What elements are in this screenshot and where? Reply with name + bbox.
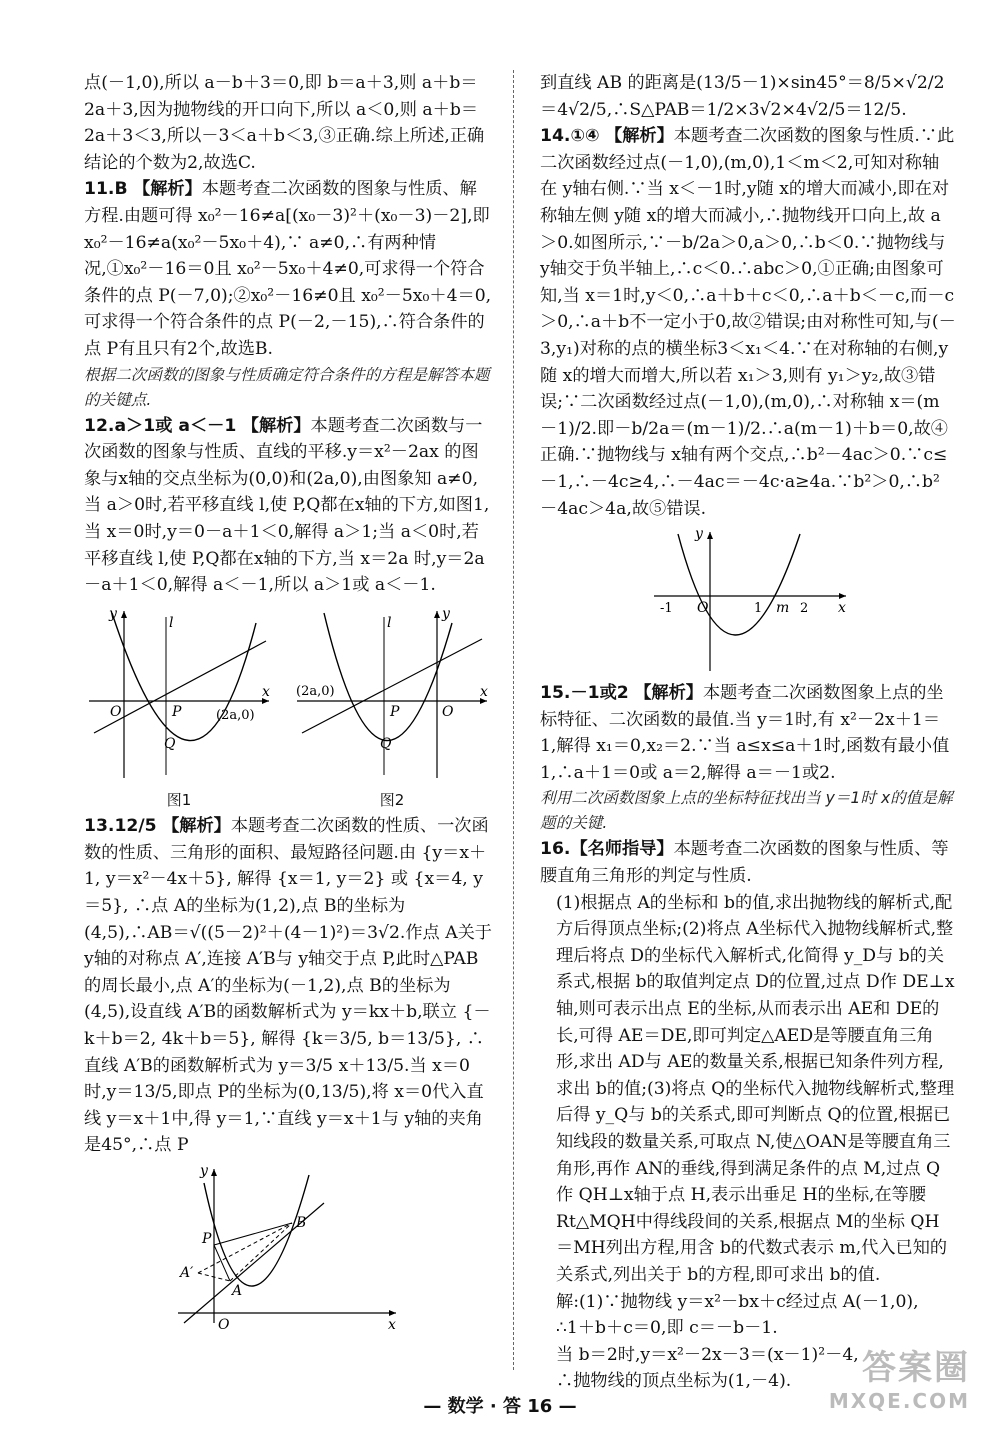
- figure-2-graph: [292, 603, 492, 783]
- question-number: 14.: [540, 126, 571, 147]
- question-number: 16.: [540, 839, 571, 860]
- guide-intro: 本题考查二次函数的图象与性质、等腰直角三角形的判定与性质.: [540, 839, 949, 887]
- question-number: 13.: [84, 816, 115, 837]
- solution-line-1: 解:(1)∵抛物线 y＝x²－bx＋c经过点 A(－1,0),: [556, 1291, 919, 1312]
- analysis-tag: 【解析】: [133, 179, 202, 200]
- question-16: [540, 836, 956, 1394]
- point-m-label: m: [776, 600, 790, 617]
- guide-text: (1)根据点 A的坐标和 b的值,求出抛物线的解析式,配方后得顶点坐标;(2)将点 A坐标代入抛物线解析式,整理后将点 D的坐标代入解析式,化简得 y_D与 b的关系式,根据 b的取值判定点 D的位置,过点 D作 DE⊥x轴,则可表示出点 E的坐标,从而表示出 AE和 DE的长,可得 AE＝DE,即可判定△AED是等腰直角三角形,求出 AD与 AE的数量关系,根据已知条件列方程,求出 b的值;(3)将点 Q的坐标代入抛物线解析式,整理后得 y_Q与 b的关系式,即可判断点 Q的位置,根据已知线段的数量关系,可取点 N,使△OAN是等腰直角三角形,再作 AN的垂线,得到满足条件的点 M,过点 Q作 QH⊥x轴于点 H,表示出垂足 H的坐标,在等腰 Rt△MQH中得线段间的关系,根据点 M的坐标 QH＝MH列出方程,用含 b的代数式表示 m,代入已知的关系式,列出关于 b的方程,即可求出 b的值.: [556, 892, 955, 1285]
- question-15: [540, 680, 956, 836]
- point-a-label: A: [232, 1283, 243, 1299]
- solution-line-2: ∴1＋b＋c＝0,即 c＝－b－1.: [556, 1318, 778, 1339]
- origin-label: O: [110, 703, 122, 720]
- analysis-text: 本题考查二次函数图象上点的坐标特征、二次函数的最值.当 y＝1时,有 x²－2x＋1＝1,解得 x₁＝0,x₂＝2.∵当 a≤x≤a＋1时,函数有最小值1,∴a＋1＝0或 a＝2,解得 a＝－1或2.: [540, 683, 950, 783]
- question-11: [84, 176, 492, 412]
- analysis-text-1: 本题考查二次函数的性质、一次函数的性质、三角形的面积、最短路径问题.由 {y＝x＋1, y＝x²－4x＋5}, 解得 {x＝1, y＝2} 或 {x＝4, y＝5}, ∴点 A的坐标为(1,2),点 B的坐标为(4,5),∴AB＝√((5－2)²＋(4－1)²)＝3√2.作点 A关于 y轴的对称点 A′,连接 A′B与 y轴交于点 P,此时△PAB的周长最小,点 A′的坐标为(－1,2),点 B的坐标为(4,5),设直线 A′B的函数解析式为 y＝kx＋b,联立: [84, 816, 492, 1023]
- tip-note: 根据二次函数的图象与性质确定符合条件的方程是解答本题的关键点.: [84, 365, 490, 409]
- x-axis-label: x: [262, 683, 270, 700]
- continued-paragraph: 点(－1,0),所以 a－b＋3＝0,即 b＝a＋3,则 a＋b＝2a＋3,因为抛物线的开口向下,所以 a＜0,则 a＋b＝2a＋3＜3,所以－3＜a＋b＜3,③正确.综上所述,正确结论的个数为2,故选C.: [84, 73, 485, 173]
- guide-tag: 【名师指导】: [570, 839, 674, 860]
- analysis-text-2: {－k＋b＝2, 4k＋b＝5}, 解得 {k＝3/5, b＝13/5}, ∴直线 A′B的函数解析式为 y＝3/5 x＋13/5.当 x＝0时,y＝13/5,即点 P的坐标为(0,13/5),将 x＝0代入直线 y＝x＋1中,得 y＝1,∵直线 y＝x＋1与 y轴的夹角是45°,∴点 P: [84, 1002, 491, 1156]
- figure-1: [84, 599, 274, 814]
- origin-label: O: [697, 600, 709, 617]
- y-axis-label: y: [109, 605, 117, 622]
- point-p-label: P: [202, 1231, 212, 1247]
- analysis-tag: 【解析】: [605, 126, 674, 147]
- figure-2-caption: 图2: [379, 790, 405, 809]
- figure-14-graph: [650, 526, 850, 676]
- point-p-label: P: [390, 703, 400, 720]
- analysis-tag: 【解析】: [162, 816, 231, 837]
- origin-label: O: [442, 703, 454, 720]
- x-axis-label: x: [480, 683, 488, 700]
- solution-line-4: ∴抛物线的顶点坐标为(1,－4).: [556, 1371, 792, 1392]
- figure-1-graph: [84, 603, 274, 783]
- point-2a-label: (2a,0): [216, 707, 255, 723]
- watermark-line-1: 答案圈: [862, 1348, 970, 1388]
- point-b-label: B: [296, 1215, 307, 1231]
- point-2a-label: (2a,0): [296, 683, 335, 699]
- y-axis-label: y: [695, 526, 703, 543]
- tick-minus-one: -1: [660, 601, 673, 617]
- question-number: 11.: [84, 179, 115, 200]
- x-axis-label: x: [388, 1317, 396, 1333]
- analysis-text: 本题考查二次函数的图象与性质、解方程.由题可得 x₀²－16≠a[(x₀－3)²＋(x₀－3)－2],即 x₀²－16≠a(x₀²－5x₀＋4),∵ a≠0,∴有两种情况,①x₀²－16＝0且 x₀²－5x₀＋4≠0,可求得一个符合条件的点 P(－7,0);②x₀²－16≠0且 x₀²－5x₀＋4＝0,可求得一个符合条件的点 P(－2,－15),∴符合条件的点 P有且只有2个,故选B.: [84, 179, 492, 359]
- solution-line-3: 当 b＝2时,y＝x²－2x－3＝(x－1)²－4,: [556, 1344, 859, 1365]
- line-l-label: l: [387, 614, 392, 631]
- y-axis-label: y: [200, 1163, 208, 1179]
- right-column: [540, 70, 956, 1395]
- tick-one: 1: [754, 601, 763, 617]
- question-12: [84, 413, 492, 814]
- answer: a＞1或 a＜－1: [114, 415, 237, 436]
- figure-row: [84, 599, 492, 814]
- answer: －1或2: [570, 683, 629, 704]
- origin-label: O: [218, 1317, 230, 1333]
- point-q-label: Q: [164, 735, 176, 752]
- analysis-tag: 【解析】: [241, 415, 311, 436]
- point-a-prime-label: A′: [180, 1265, 194, 1281]
- answer: 12/5: [114, 816, 157, 837]
- x-axis-label: x: [838, 600, 846, 617]
- question-14: [540, 123, 956, 676]
- continued-paragraph: 到直线 AB 的距离是(13/5－1)×sin45°＝8/5×√2/2＝4√2/5,∴S△PAB＝1/2×3√2×4√2/5＝12/5.: [540, 73, 945, 120]
- page-footer: — 数学 · 答 16 —: [423, 1396, 577, 1417]
- figure-13-graph: [174, 1163, 404, 1333]
- question-13: [84, 813, 492, 1333]
- question-number: 12.: [84, 415, 115, 436]
- column-divider: [513, 70, 514, 1370]
- point-q-label: Q: [380, 735, 392, 752]
- answer: ①④: [570, 126, 600, 147]
- point-p-label: P: [172, 703, 182, 720]
- watermark: [829, 1340, 970, 1413]
- line-l-label: l: [169, 614, 174, 631]
- figure-2: [292, 599, 492, 814]
- answer: B: [114, 179, 128, 200]
- left-column: [84, 70, 492, 1337]
- figure-1-caption: 图1: [166, 790, 192, 809]
- question-number: 15.: [540, 683, 571, 704]
- tick-two: 2: [800, 601, 809, 617]
- analysis-text: 本题考查二次函数与一次函数的图象与性质、直线的平移.y＝x²－2ax 的图象与x轴的交点坐标为(0,0)和(2a,0),由图象知 a≠0,当 a＞0时,若平移直线 l,使 P,Q都在x轴的下方,如图1,当 x＝0时,y＝0－a＋1＜0,解得 a＞1;当 a＜0时,若平移直线 l,使 P,Q都在x轴的下方,当 x＝2a 时,y＝2a－a＋1＜0,解得 a＜－1,所以 a＞1或 a＜－1.: [84, 415, 490, 596]
- y-axis-label: y: [442, 605, 450, 622]
- analysis-text: 本题考查二次函数的图象与性质.∵此二次函数经过点(－1,0),(m,0),1＜m＜2,可知对称轴在 y轴右侧.∵当 x＜－1时,y随 x的增大而减小,即在对称轴左侧 y随 x的增大而减小,∴抛物线开口向上,故 a＞0.如图所示,∵－b/2a＞0,a＞0,∴b＜0.∵抛物线与 y轴交于负半轴上,∴c＜0.∴abc＞0,①正确;由图象可知,当 x＝1时,y＜0,∴a＋b＋c＜0,∴a＋b＜－c,而－c＞0,∴a＋b不一定小于0,故②错误;由对称性可知,与(－3,y₁)对称的点的横坐标3＜x₁＜4.∵在对称轴的右侧,y随 x的增大而增大,所以若 x₁＞3,则有 y₁＞y₂,故③错误;∵二次函数经过点(－1,0),(m,0),∴对称轴 x＝(m－1)/2.即－b/2a＝(m－1)/2.∴a(m－1)＋b＝0,故④正确.∵抛物线与 x轴有两个交点,∴b²－4ac＞0.∵c≤－1,∴－4c≥4,∴－4ac＝－4c·a≥4a.∵b²＞0,∴b²－4ac＞4a,故⑤错误.: [540, 126, 956, 519]
- tip-note: 利用二次函数图象上点的坐标特征找出当 y＝1时 x的值是解题的关键.: [540, 789, 953, 833]
- analysis-tag: 【解析】: [634, 683, 703, 704]
- watermark-line-2: MXQE.COM: [828, 1389, 970, 1413]
